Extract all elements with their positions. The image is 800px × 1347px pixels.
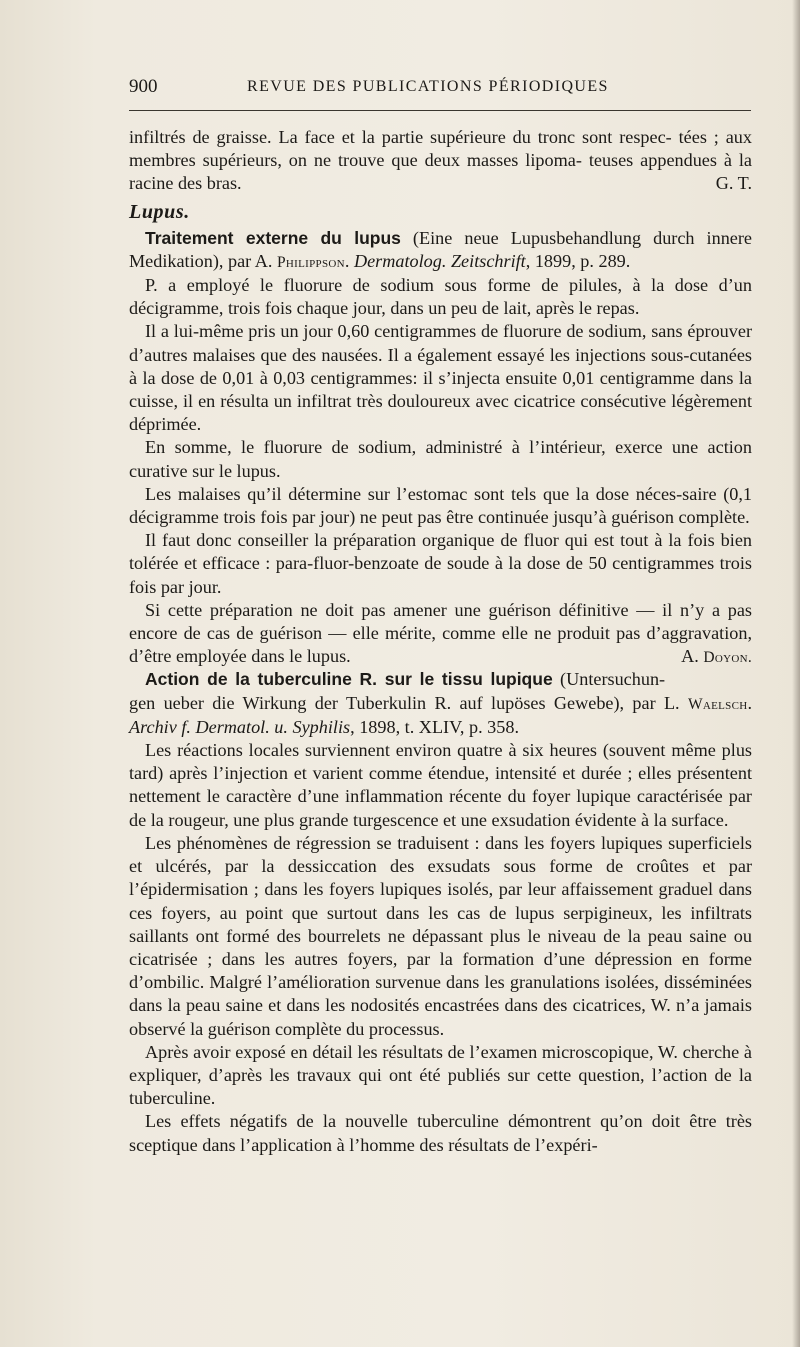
page-number: 900 — [129, 76, 158, 97]
article1-ref-text: , 1899, p. 289. — [525, 250, 631, 271]
article2-journal: Archiv f. Dermatol. u. Syphilis — [129, 716, 351, 737]
intro-line: teuses appendues à la racine des bras. — [129, 150, 752, 194]
intro-line: tées ; aux membres supérieurs, on ne trouve que deux masses lipoma- — [129, 127, 752, 171]
article2-ref-text: (Untersuchun-gen ueber die Wirkung der Tuberkulin R. auf lupöses Gewebe), par L. — [129, 669, 688, 713]
article1-paragraph: En somme, le fluorure de sodium, administré à l’intérieur, exerce une action curative sur le lupus. — [129, 437, 752, 481]
header-rule — [129, 110, 751, 111]
article1-last-paragraph — [129, 599, 752, 669]
article1-paragraph: P. a employé le fluorure de sodium sous forme de pilules, à la dose d’un décigramme, trois fois chaque jour, dans un peu de lait, après le repas. — [129, 275, 752, 319]
article2-ref-text: . — [747, 692, 752, 713]
article1-signature — [665, 645, 752, 669]
article1-paragraph: Si cette préparation ne doit pas amener une guérison définitive — il n’y a pas encore de cas de guérison — elle mérite, comme elle ne produit pas d’aggravation, d’être employée dans le lupus. — [129, 599, 752, 667]
article2-paragraph: Les réactions locales surviennent environ quatre à six heures (souvent même plus tard) après l’injection et varient comme étendue, intensité et durée ; elles présentent nettement le caractère d’une inflammation récente du foyer lupique caractérisée par de la rougeur, une plus grande turgescence et une exsudation évidente à la surface. — [129, 740, 752, 830]
article2-heading — [129, 668, 752, 739]
section-title: Lupus. — [129, 200, 190, 223]
page-header — [129, 76, 751, 102]
article1-paragraph: Il faut donc conseiller la préparation organique de fluor qui est tout à la fois bien tolérée et efficace : para-fluor-benzoate de soude à la dose de 50 centigrammes trois fois par jour. — [129, 530, 752, 597]
body-text — [129, 126, 752, 1157]
page-edge-shadow — [792, 0, 800, 1347]
article2-author: Waelsch — [687, 695, 748, 713]
article2-title: Action de la tuberculine R. sur le tissu lupique — [145, 669, 553, 690]
article1-paragraph: Il a lui-même pris un jour 0,60 centigrammes de fluorure de sodium, sans éprouver d’autres malaises que des nausées. Il a également essayé les injections sous-cutanées à la dose de 0,01 à 0,03 centigrammes: il s’injecta ensuite 0,01 centigramme dans la cuisse, il en résulta un infiltrat très douloureux avec cicatrice consécutive légèrement déprimée. — [129, 321, 752, 435]
article1-paragraph: Les malaises qu’il détermine sur l’estomac sont tels que la dose néces-saire (0,1 décigramme trois fois par jour) ne peut pas être continuée jusqu’à guérison complète. — [129, 483, 752, 528]
signature-name: Doyon. — [703, 649, 752, 667]
article1-ref-text: (Eine neue Lupusbehandlung durch innere Medikation), par A. — [129, 227, 752, 271]
intro-signature: G. T. — [715, 173, 752, 194]
article2-ref-text: , 1898, t. XLIV, p. 358. — [350, 716, 520, 737]
article1-author: Philippson — [277, 253, 345, 271]
article2-paragraph: Les phénomènes de régression se traduisent : dans les foyers lupiques superficiels et ulcérés, par la dessiccation des exsudats sous forme de croûtes et par l’épidermisation ; dans les foyers lupiques isolés, par leur affaissement graduel dans ces foyers, au point que surtout dans les cas de lupus serpigineux, les infiltrats saillants ont formé des bourrelets ne dépassant plus le niveau de la peau saine ou cicatrisée ; dans les autres foyers, par la formation d’une dépression en forme d’ombilic. Malgré l’amélioration survenue dans les granulations isolées, disséminées dans la peau saine et dans les nodosités encastrées dans des cicatrices, W. n’a jamais observé la guérison complète du processus. — [129, 832, 752, 1039]
article1-title: Traitement externe du lupus — [145, 227, 401, 248]
article2-paragraph: Les effets négatifs de la nouvelle tuberculine démontrent qu’on doit être très sceptique dans l’application à l’homme des résultats de l’expéri- — [129, 1111, 752, 1155]
signature-initial: A. — [681, 646, 704, 667]
article1-heading — [129, 227, 752, 274]
intro-line: infiltrés de graisse. La face et la partie supérieure du tronc sont respec- — [129, 127, 672, 147]
intro-paragraph — [129, 126, 752, 196]
article1-journal: Dermatolog. Zeitschrift — [353, 250, 526, 271]
article2-paragraph: Après avoir exposé en détail les résultats de l’examen microscopique, W. cherche à expliquer, d’après les travaux qui ont été publiés sur cette question, l’action de la tuberculine. — [129, 1041, 752, 1109]
article1-ref-text: . — [344, 250, 354, 271]
running-title: REVUE DES PUBLICATIONS PÉRIODIQUES — [247, 78, 609, 95]
